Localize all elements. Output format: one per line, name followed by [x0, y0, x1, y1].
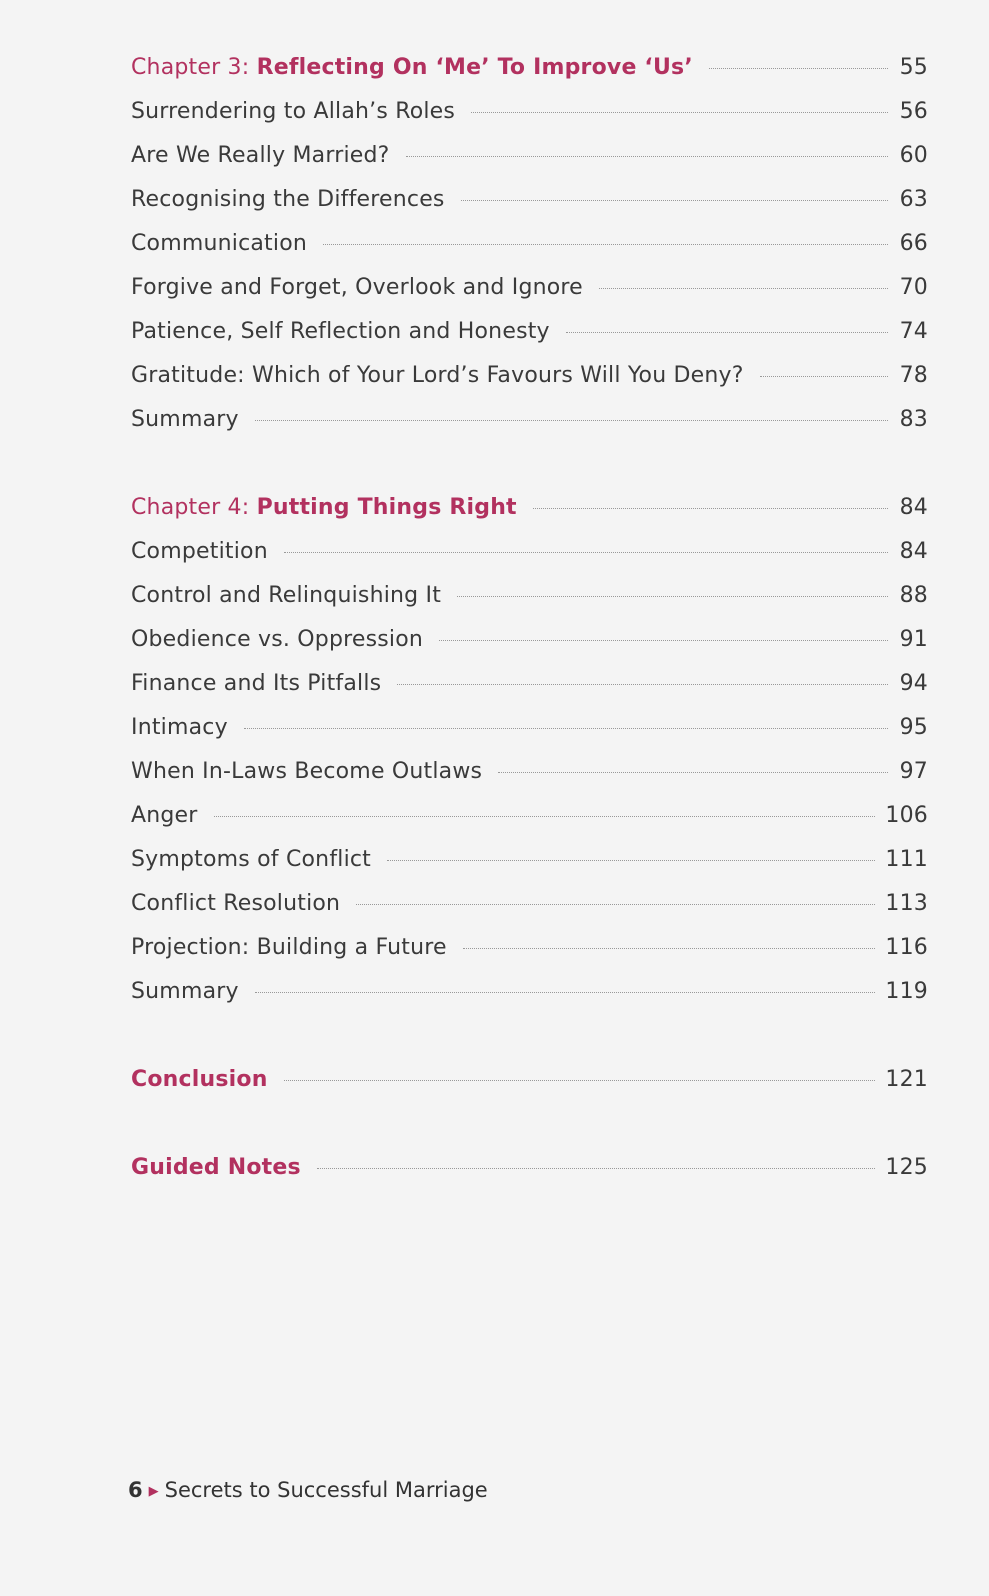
- leader-dots: [406, 156, 888, 157]
- toc-entry: [131, 671, 928, 715]
- page-number: 125: [885, 1155, 928, 1180]
- table-of-contents: [131, 55, 928, 1199]
- entry-title: Conflict Resolution: [131, 891, 341, 916]
- page-number: 119: [885, 979, 928, 1004]
- leader-dots: [439, 640, 888, 641]
- chapter-heading: [131, 55, 928, 99]
- guided-notes-entry: [131, 1155, 928, 1199]
- leader-dots: [255, 992, 876, 993]
- leader-dots: [709, 68, 888, 69]
- entry-title: Summary: [131, 979, 239, 1004]
- leader-dots: [461, 200, 888, 201]
- chapter-title: Reflecting On ‘Me’ To Improve ‘Us’: [256, 55, 693, 80]
- page-number: 84: [899, 539, 928, 564]
- page-number: 66: [899, 231, 928, 256]
- entry-title: Symptoms of Conflict: [131, 847, 372, 872]
- entry-title: Communication: [131, 231, 308, 256]
- leader-dots: [255, 420, 888, 421]
- leader-dots: [317, 1168, 876, 1169]
- toc-entry: [131, 275, 928, 319]
- leader-dots: [599, 288, 888, 289]
- leader-dots: [284, 1080, 876, 1081]
- toc-entry: [131, 759, 928, 803]
- page-number: 91: [899, 627, 928, 652]
- chapter-prefix: Chapter 4:: [131, 495, 250, 520]
- page-number: 56: [899, 99, 928, 124]
- page-number: 121: [885, 1067, 928, 1092]
- leader-dots: [498, 772, 888, 773]
- page-number: 63: [899, 187, 928, 212]
- page-footer: [128, 1478, 488, 1502]
- leader-dots: [397, 684, 888, 685]
- toc-entry: [131, 715, 928, 759]
- entry-title: Intimacy: [131, 715, 228, 740]
- leader-dots: [457, 596, 888, 597]
- entry-title: Surrendering to Allah’s Roles: [131, 99, 456, 124]
- toc-entry: [131, 583, 928, 627]
- leader-dots: [244, 728, 888, 729]
- entry-title: Projection: Building a Future: [131, 935, 447, 960]
- footer-book-title: Secrets to Successful Marriage: [164, 1478, 488, 1502]
- toc-entry: [131, 539, 928, 583]
- toc-entry: [131, 319, 928, 363]
- entry-title: Competition: [131, 539, 268, 564]
- page-number: 60: [899, 143, 928, 168]
- footer-page-number: 6: [128, 1478, 143, 1502]
- toc-entry: [131, 627, 928, 671]
- toc-entry: [131, 99, 928, 143]
- toc-entry: [131, 143, 928, 187]
- leader-dots: [533, 508, 888, 509]
- toc-entry: [131, 187, 928, 231]
- entry-title: Finance and Its Pitfalls: [131, 671, 382, 696]
- page-number: 74: [899, 319, 928, 344]
- entry-title: Obedience vs. Oppression: [131, 627, 424, 652]
- leader-dots: [471, 112, 888, 113]
- toc-entry: [131, 891, 928, 935]
- page-number: 111: [885, 847, 928, 872]
- page-number: 94: [899, 671, 928, 696]
- entry-title: Recognising the Differences: [131, 187, 445, 212]
- page-number: 113: [885, 891, 928, 916]
- entry-title: Are We Really Married?: [131, 143, 390, 168]
- toc-entry: [131, 803, 928, 847]
- leader-dots: [566, 332, 888, 333]
- leader-dots: [323, 244, 888, 245]
- leader-dots: [214, 816, 876, 817]
- leader-dots: [760, 376, 888, 377]
- page-number: 116: [885, 935, 928, 960]
- conclusion-entry: [131, 1067, 928, 1111]
- toc-entry: [131, 363, 928, 407]
- leader-dots: [356, 904, 875, 905]
- entry-title: Patience, Self Reflection and Honesty: [131, 319, 550, 344]
- page-number: 83: [899, 407, 928, 432]
- chapter-heading: [131, 495, 928, 539]
- leader-dots: [387, 860, 875, 861]
- page-number: 95: [899, 715, 928, 740]
- page-number: 55: [899, 55, 928, 80]
- entry-title: Anger: [131, 803, 198, 828]
- entry-title: Gratitude: Which of Your Lord’s Favours Will You Deny?: [131, 363, 744, 388]
- entry-title: When In-Laws Become Outlaws: [131, 759, 483, 784]
- leader-dots: [284, 552, 888, 553]
- toc-entry: [131, 231, 928, 275]
- page-number: 70: [899, 275, 928, 300]
- page-number: 106: [885, 803, 928, 828]
- entry-title: Control and Relinquishing It: [131, 583, 442, 608]
- triangle-right-icon: ▶: [148, 1484, 159, 1499]
- toc-entry: [131, 935, 928, 979]
- chapter-prefix: Chapter 3:: [131, 55, 250, 80]
- page-number: 78: [899, 363, 928, 388]
- toc-entry: [131, 847, 928, 891]
- entry-title: Guided Notes: [131, 1155, 301, 1180]
- entry-title: Forgive and Forget, Overlook and Ignore: [131, 275, 583, 300]
- leader-dots: [463, 948, 876, 949]
- toc-entry: [131, 407, 928, 451]
- toc-entry: [131, 979, 928, 1023]
- entry-title: Conclusion: [131, 1067, 268, 1092]
- chapter-title: Putting Things Right: [256, 495, 517, 520]
- page-number: 84: [899, 495, 928, 520]
- page-number: 88: [899, 583, 928, 608]
- entry-title: Summary: [131, 407, 239, 432]
- page-number: 97: [899, 759, 928, 784]
